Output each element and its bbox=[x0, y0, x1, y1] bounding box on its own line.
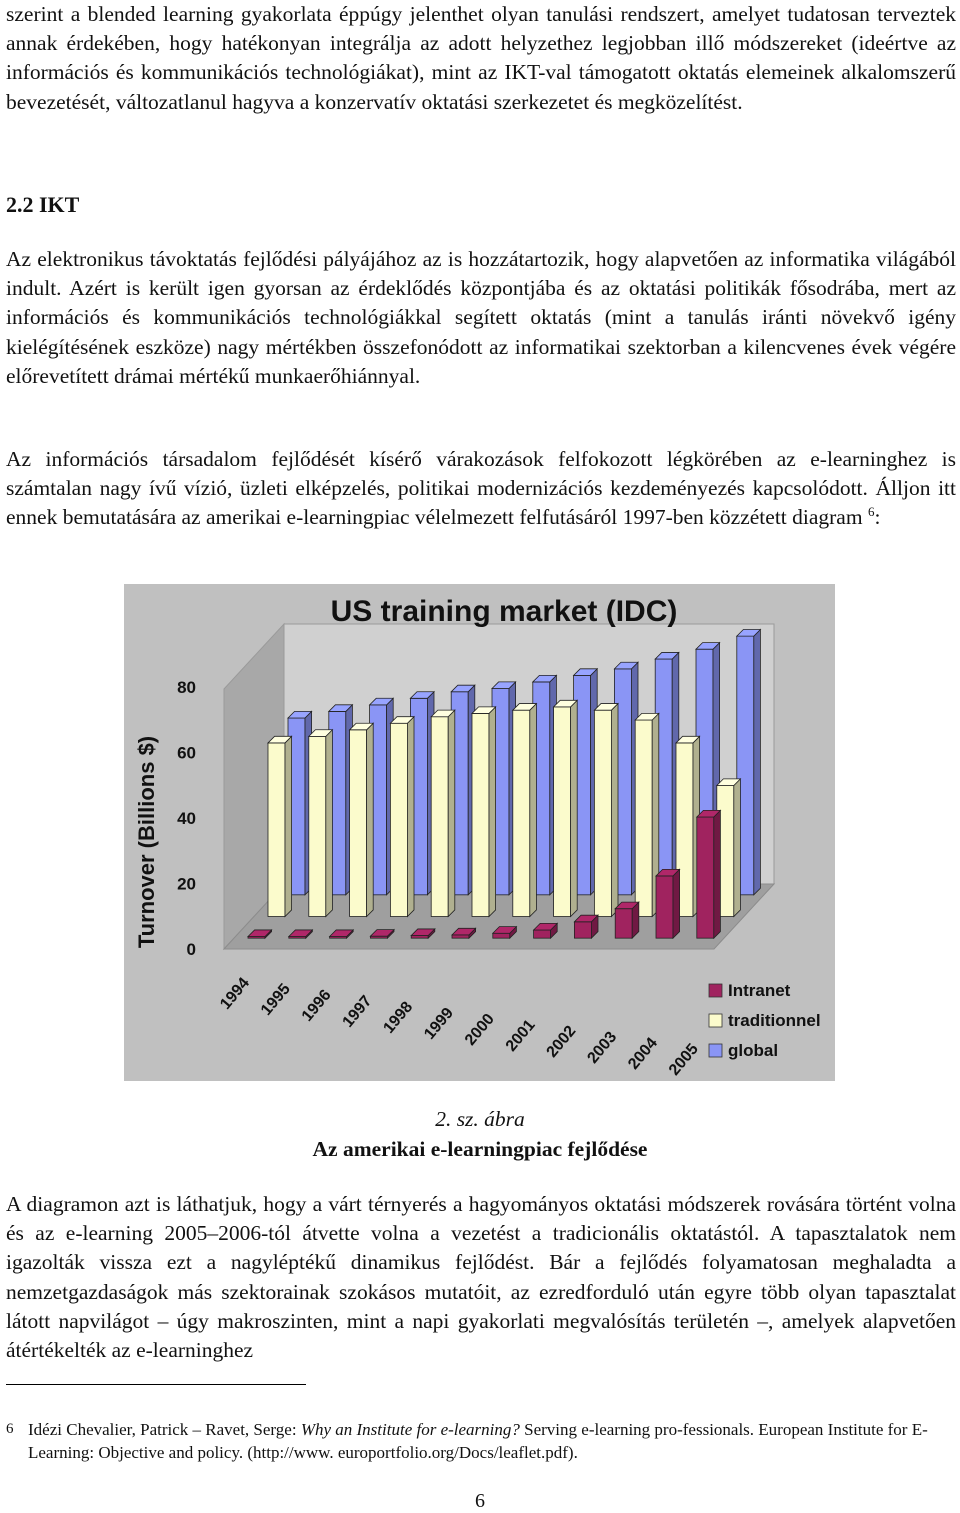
bar-front bbox=[594, 710, 611, 916]
x-tick-label: 2001 bbox=[502, 1016, 539, 1055]
bar-front bbox=[635, 720, 652, 917]
footnote-book-title: Why an Institute for e-learning? bbox=[300, 1420, 520, 1439]
paragraph-blended-learning: szerint a blended learning gyakorlata éppúgy jelenthet olyan tanulási rendszert, amelyet tudatosan terveztek annak érdekében, hogy hatékonyan integrálja az adott helyzethez legjobban illő módszereket (ideértve az információs és kommunikációs technológiákat), mint az IKT-val támogatott oktatás elemeinek alkalomszerű bevezetését, változatlanul hagyva a konzervatív oktatási szerkezetet és megközelítést. bbox=[6, 2, 956, 114]
x-tick-label: 2002 bbox=[543, 1022, 580, 1061]
legend-label: Intranet bbox=[728, 981, 791, 1000]
x-tick-label: 1996 bbox=[298, 986, 335, 1025]
bar-side bbox=[571, 700, 578, 916]
section-heading: 2.2 IKT bbox=[6, 192, 80, 217]
paragraph-end-mark: : bbox=[874, 505, 881, 530]
bar-Intranet-2004 bbox=[656, 869, 680, 938]
y-tick-label: 0 bbox=[186, 940, 196, 959]
figure-title: Az amerikai e-learningpiac fejlődése bbox=[312, 1137, 648, 1161]
bar-side bbox=[714, 810, 721, 938]
bar-Intranet-2002 bbox=[574, 915, 598, 938]
bar-front bbox=[431, 717, 448, 917]
bar-traditionnel-1998 bbox=[431, 710, 455, 916]
x-tick-label: 1999 bbox=[421, 1004, 458, 1043]
chart-title: US training market (IDC) bbox=[330, 595, 678, 628]
paragraph-information-society bbox=[6, 445, 956, 533]
footnote-separator bbox=[6, 1384, 306, 1385]
bar-front bbox=[574, 922, 591, 938]
bar-front bbox=[493, 933, 510, 938]
bar-traditionnel-2002 bbox=[594, 704, 618, 917]
x-tick-label: 1994 bbox=[217, 974, 254, 1013]
legend-swatch bbox=[709, 1044, 722, 1057]
x-tick-label: 2000 bbox=[461, 1010, 498, 1049]
bar-side bbox=[673, 869, 680, 938]
x-tick-label: 2005 bbox=[665, 1040, 702, 1079]
bar-front bbox=[350, 730, 367, 917]
bar-traditionnel-1994 bbox=[268, 736, 292, 916]
footnote-text bbox=[28, 1418, 956, 1464]
bar-side bbox=[407, 717, 414, 917]
footnote-text-after[interactable]: Serving e-learning pro-fessionals. European Institute for E-Learning: Objective and policy. (http://www. europortfolio.org/Docs/leaflet.pdf). bbox=[28, 1420, 928, 1462]
footnote-text-before: Idézi Chevalier, Patrick – Ravet, Serge: bbox=[28, 1420, 301, 1439]
bar-traditionnel-1997 bbox=[390, 717, 414, 917]
paragraph-ikt: Az elektronikus távoktatás fejlődési pályájához az is hozzátartozik, hogy alapvetően az informatika világából indult. Azért is került igen gyorsan az érdeklődés központjába és az oktatási politikák fősodrába, mert az információs és kommunikációs technológiákkal segített oktatás (mint a tanulás iránti növekvő igény kielégítésének eszköze) nagy mértékben összefonódott az informatikai szektorban a kilencvenes évek végére előrevetített drámai mértékű munkaerőhiánnyal. bbox=[6, 247, 956, 388]
footnote-ref[interactable]: 6 bbox=[867, 504, 875, 520]
bar-side bbox=[326, 730, 333, 917]
chart-svg bbox=[124, 584, 835, 1081]
bar-front bbox=[656, 876, 673, 938]
y-tick-label: 20 bbox=[177, 874, 196, 894]
bar-front bbox=[472, 713, 489, 916]
legend-swatch bbox=[709, 984, 722, 997]
x-tick-label: 1997 bbox=[339, 992, 376, 1031]
bar-front bbox=[615, 909, 632, 938]
bar-side bbox=[489, 707, 496, 917]
y-tick-label: 80 bbox=[177, 678, 196, 697]
bar-traditionnel-2001 bbox=[554, 700, 578, 916]
bar-side bbox=[754, 630, 761, 895]
bar-side bbox=[285, 736, 292, 916]
bar-Intranet-2005 bbox=[697, 810, 721, 938]
paragraph-information-society-text: Az információs társadalom fejlődését kísérő várakozások felfokozott légkörében az e-learninghez is számtalan nagy ívű vízió, üzleti elképzelés, politikai modernizációs kezdeményezés kapcsolódott. Álljon itt ennek bemutatására az amerikai e-learningpiac vélelmezett felfutásáról 1997-ben közzétett diagram bbox=[6, 447, 956, 530]
bar-front bbox=[309, 736, 326, 916]
bar-front bbox=[390, 723, 407, 916]
paragraph-diagram-analysis: A diagramon azt is láthatjuk, hogy a várt térnyerés a hagyományos oktatási módszerek rovására történt volna és az e-learning 2005–2006-tól átvette volna a vezetést a tradicionális oktatástól. A tapasztalatok nem igazolták vissza ezt a nagyléptékű dinamikus fejlődést. Bár a fejlődés folyamatosan meghaladta a nemzetgazdaságok más szektorainak szokásos mutatóit, az ezredforduló után egyre több olyan tapasztalat látott napvilágot – úgy makroszinten, mint a napi gyakorlati megvalósítás területén –, amelyek alapvetően átértékelték az e-learninghez bbox=[6, 1192, 956, 1363]
footnote-number: 6 bbox=[6, 1421, 14, 1437]
bar-front bbox=[697, 817, 714, 938]
us-training-market-chart bbox=[124, 584, 835, 1081]
bar-front bbox=[534, 930, 551, 938]
bar-Intranet-2003 bbox=[615, 902, 639, 938]
bar-traditionnel-1996 bbox=[350, 723, 374, 916]
bar-traditionnel-1999 bbox=[472, 707, 496, 917]
bar-front bbox=[554, 707, 571, 917]
figure-number bbox=[0, 1107, 960, 1132]
bar-side bbox=[448, 710, 455, 916]
legend-label: traditionnel bbox=[728, 1011, 821, 1030]
bar-side bbox=[530, 704, 537, 917]
bar-front bbox=[268, 743, 285, 917]
bar-traditionnel-2000 bbox=[513, 704, 537, 917]
y-axis-title: Turnover (Billions $) bbox=[134, 735, 159, 949]
y-tick-label: 40 bbox=[177, 809, 196, 828]
bar-side bbox=[611, 704, 618, 917]
legend-swatch bbox=[709, 1014, 722, 1027]
bar-side bbox=[734, 779, 741, 917]
legend-label: global bbox=[728, 1041, 779, 1060]
bar-traditionnel-2003 bbox=[635, 713, 659, 916]
x-tick-label: 2003 bbox=[584, 1028, 621, 1067]
x-tick-label: 1998 bbox=[380, 998, 417, 1037]
x-tick-label: 1995 bbox=[257, 980, 294, 1019]
page-number: 6 bbox=[475, 1490, 485, 1512]
bar-traditionnel-1995 bbox=[309, 730, 333, 917]
bar-front bbox=[452, 935, 469, 938]
figure-number-text: 2. sz. ábra bbox=[435, 1107, 525, 1131]
bar-front bbox=[513, 710, 530, 916]
x-tick-label: 2004 bbox=[625, 1034, 662, 1073]
y-tick-label: 60 bbox=[177, 743, 196, 763]
bar-side bbox=[367, 723, 374, 916]
